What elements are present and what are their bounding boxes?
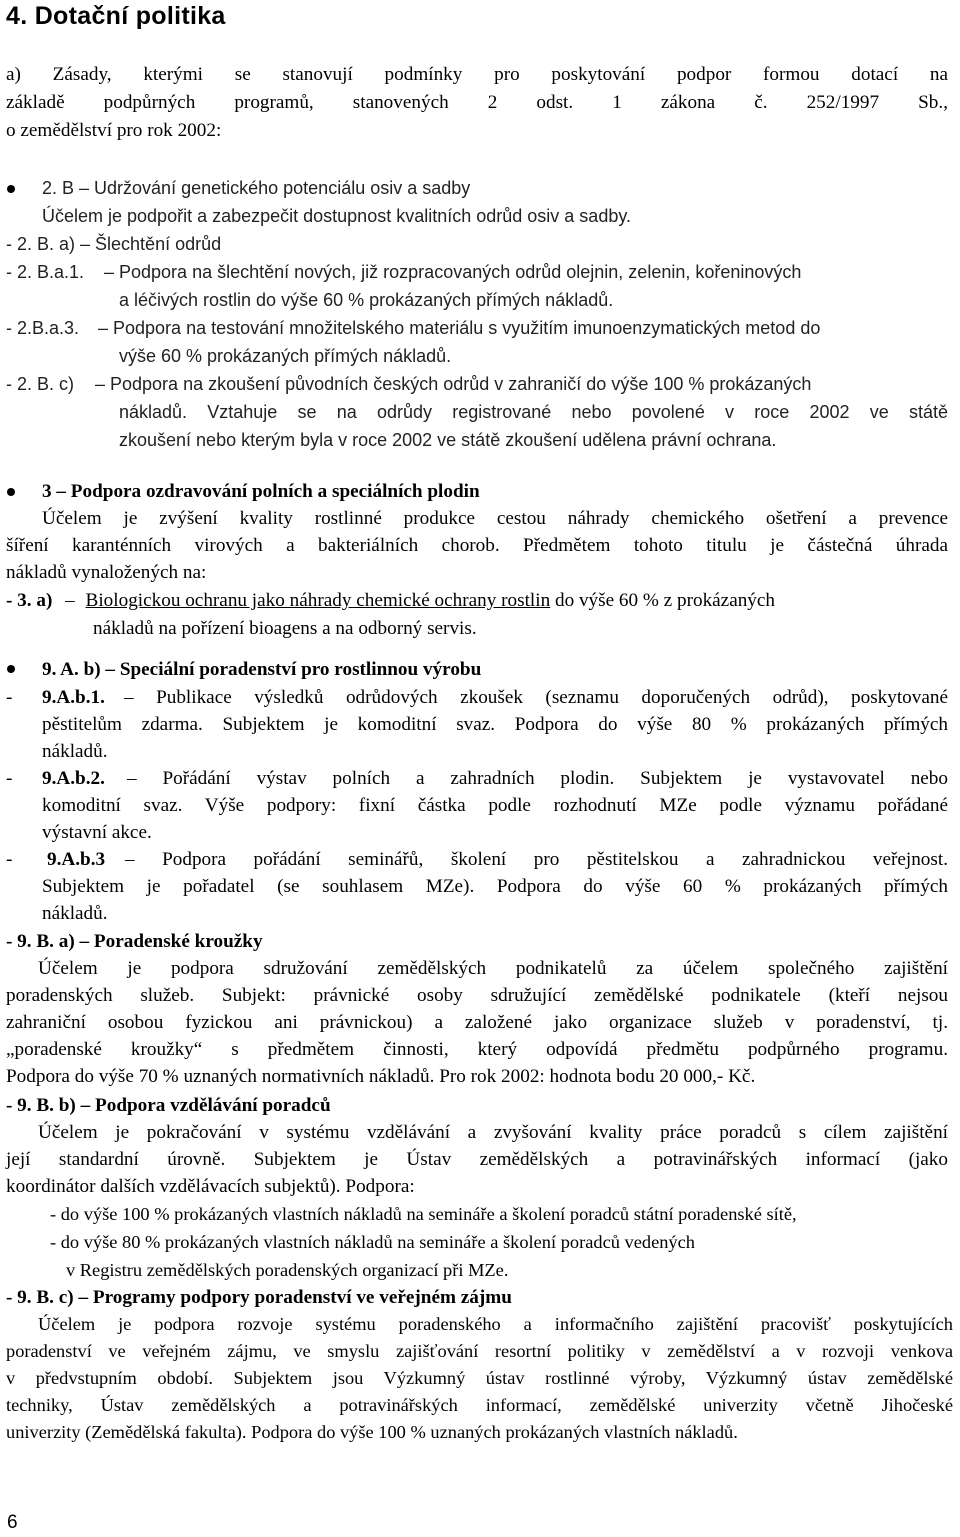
item-text: – Podpora na zkoušení původních českých odrůd v zahraničí do výše 100 % prokázaných <box>95 374 812 394</box>
paragraph-line: nákladů vynaložených na: <box>6 562 207 583</box>
item-text: a léčivých rostlin do výše 60 % prokázaných přímých nákladů. <box>119 290 614 310</box>
item-text: komoditní svaz. Výše podpory: fixní částka podle rozhodnutí MZe podle významu pořádané <box>42 795 948 816</box>
list-item: - do výše 100 % prokázaných vlastních nákladů na semináře a školení poradců státní poradenské sítě, <box>50 1204 797 1224</box>
section-heading: - 9. B. b) – Podpora vzdělávání poradců <box>6 1095 331 1116</box>
item-text: nákladů. Vztahuje se na odrůdy registrované nebo povolené v roce 2002 ve státě <box>119 402 948 422</box>
paragraph-line: její standardní úrovně. Subjektem je Ústav zemědělských a potravinářských informací (jako <box>6 1149 948 1170</box>
item-code: 9.A.b.2. <box>42 768 105 789</box>
bullet-icon <box>7 488 15 496</box>
item-text: – Podpora na testování množitelského materiálu s využitím imunoenzymatických metod do <box>98 318 821 338</box>
paragraph-line: zahraniční osobou fyzickou ani právnickou) a založené jako organizace služeb v poradenství, tj. <box>6 1012 948 1033</box>
item-text: výše 60 % prokázaných přímých nákladů. <box>119 346 452 366</box>
item-text: – Podpora pořádání seminářů, školení pro pěstitelskou a zahradnickou veřejnost. <box>125 849 948 870</box>
paragraph-line: Účelem je podpora rozvoje systému poradenského a informačního zajištění pracovišť poskytujících <box>38 1314 953 1334</box>
intro-line: o zemědělství pro rok 2002: <box>6 120 222 141</box>
subsection-heading: - 2. B. a) – Šlechtění odrůd <box>6 234 222 254</box>
paragraph-line: poradenství ve veřejném zájmu, ve smyslu zajišťování resortní politiky v zemědělství a v rozvoji venkova <box>6 1341 953 1361</box>
paragraph-line: Účelem je zvýšení kvality rostlinné produkce cestou náhrady chemického ošetření a prevence <box>42 508 948 529</box>
paragraph-line: Účelem je podpora sdružování zemědělských podnikatelů za účelem společného zajištění <box>38 958 948 979</box>
paragraph-line: „poradenské kroužky“ s předmětem činnosti, který odpovídá předmětu podpůrného programu. <box>6 1039 948 1060</box>
page-title: 4. Dotační politika <box>6 2 226 30</box>
item-text: – Publikace výsledků odrůdových zkoušek (seznamu doporučených odrůd), poskytované <box>124 687 948 708</box>
item-text: nákladů. <box>42 741 108 762</box>
paragraph-line: Podpora do výše 70 % uznaných normativních nákladů. Pro rok 2002: hodnota bodu 20 000,- Kč. <box>6 1066 756 1087</box>
section-heading: 2. B – Udržování genetického potenciálu osiv a sadby <box>42 178 471 198</box>
item-line <box>6 587 948 614</box>
section-heading: - 9. B. c) – Programy podpory poradenství ve veřejném zájmu <box>6 1287 512 1308</box>
paragraph-line: techniky, Ústav zemědělských a potravinářských informací, zemědělské univerzity včetně Jihočeské <box>6 1395 953 1415</box>
bullet-icon <box>7 185 15 193</box>
paragraph-line: Účelem je pokračování v systému vzdělávání a zvyšování kvality práce poradců s cílem zajištění <box>38 1122 948 1143</box>
item-code: - 3. a) <box>6 590 53 611</box>
list-item: v Registru zemědělských poradenských organizací při MZe. <box>66 1260 509 1280</box>
item-text: do výše 60 % z prokázaných <box>554 590 776 611</box>
item-code: - 2. B.a.1. <box>6 262 85 282</box>
paragraph-line: poradenských služeb. Subjekt: právnické osoby sdružující zemědělské podnikatele (kteří nejsou <box>6 985 948 1006</box>
item-text: Subjektem je pořadatel (se souhlasem MZe). Podpora do výše 60 % prokázaných přímých <box>42 876 948 897</box>
page-number: 6 <box>7 1512 18 1533</box>
item-code: - 2. B. c) <box>6 374 75 394</box>
paragraph-line: univerzity (Zemědělská fakulta). Podpora do výše 100 % uznaných prokázaných vlastních nákladů. <box>6 1422 738 1442</box>
item-code: 9.A.b.3 <box>47 849 106 870</box>
item-text: zkoušení nebo kterým byla v roce 2002 ve státě zkoušení udělena právní ochrana. <box>119 430 777 450</box>
item-dash: - <box>6 849 13 870</box>
bullet-icon <box>7 665 15 673</box>
item-dash: – <box>65 590 75 611</box>
item-text: výstavní akce. <box>42 822 152 843</box>
paragraph-line: šíření karanténních virových a bakteriálních chorob. Předmětem tohoto titulu je částečná úhrada <box>6 535 948 556</box>
item-code: - 2.B.a.3. <box>6 318 80 338</box>
item-underlined-text: Biologickou ochranu jako náhrady chemické ochrany rostlin <box>85 590 551 611</box>
paragraph-line: Účelem je podpořit a zabezpečit dostupnost kvalitních odrůd osiv a sadby. <box>42 206 631 226</box>
item-text: – Pořádání výstav polních a zahradních plodin. Subjektem je vystavovatel nebo <box>127 768 948 789</box>
item-text: pěstitelům zdarma. Subjektem je komoditní svaz. Podpora do výše 80 % prokázaných přímých <box>42 714 948 735</box>
item-dash: - <box>6 687 13 708</box>
section-heading: 3 – Podpora ozdravování polních a speciálních plodin <box>42 481 480 502</box>
paragraph-line: v předvstupním období. Subjektem jsou Výzkumný ústav rostlinné výroby, Výzkumný ústav zemědělské <box>6 1368 953 1388</box>
item-text: nákladů na pořízení bioagens a na odborný servis. <box>93 618 477 639</box>
section-heading: - 9. B. a) – Poradenské kroužky <box>6 931 263 952</box>
list-item: - do výše 80 % prokázaných vlastních nákladů na semináře a školení poradců vedených <box>50 1232 695 1252</box>
intro-line: základě podpůrných programů, stanovených 2 odst. 1 zákona č. 252/1997 Sb., <box>6 92 948 113</box>
item-text: nákladů. <box>42 903 108 924</box>
intro-line: a) Zásady, kterými se stanovují podmínky pro poskytování podpor formou dotací na <box>6 64 948 85</box>
item-text: – Podpora na šlechtění nových, již rozpracovaných odrůd olejnin, zelenin, kořeninových <box>104 262 802 282</box>
section-heading: 9. A. b) – Speciální poradenství pro rostlinnou výrobu <box>42 659 482 680</box>
item-dash: - <box>6 768 13 789</box>
item-code: 9.A.b.1. <box>42 687 105 708</box>
paragraph-line: koordinátor dalších vzdělávacích subjektů). Podpora: <box>6 1176 415 1197</box>
